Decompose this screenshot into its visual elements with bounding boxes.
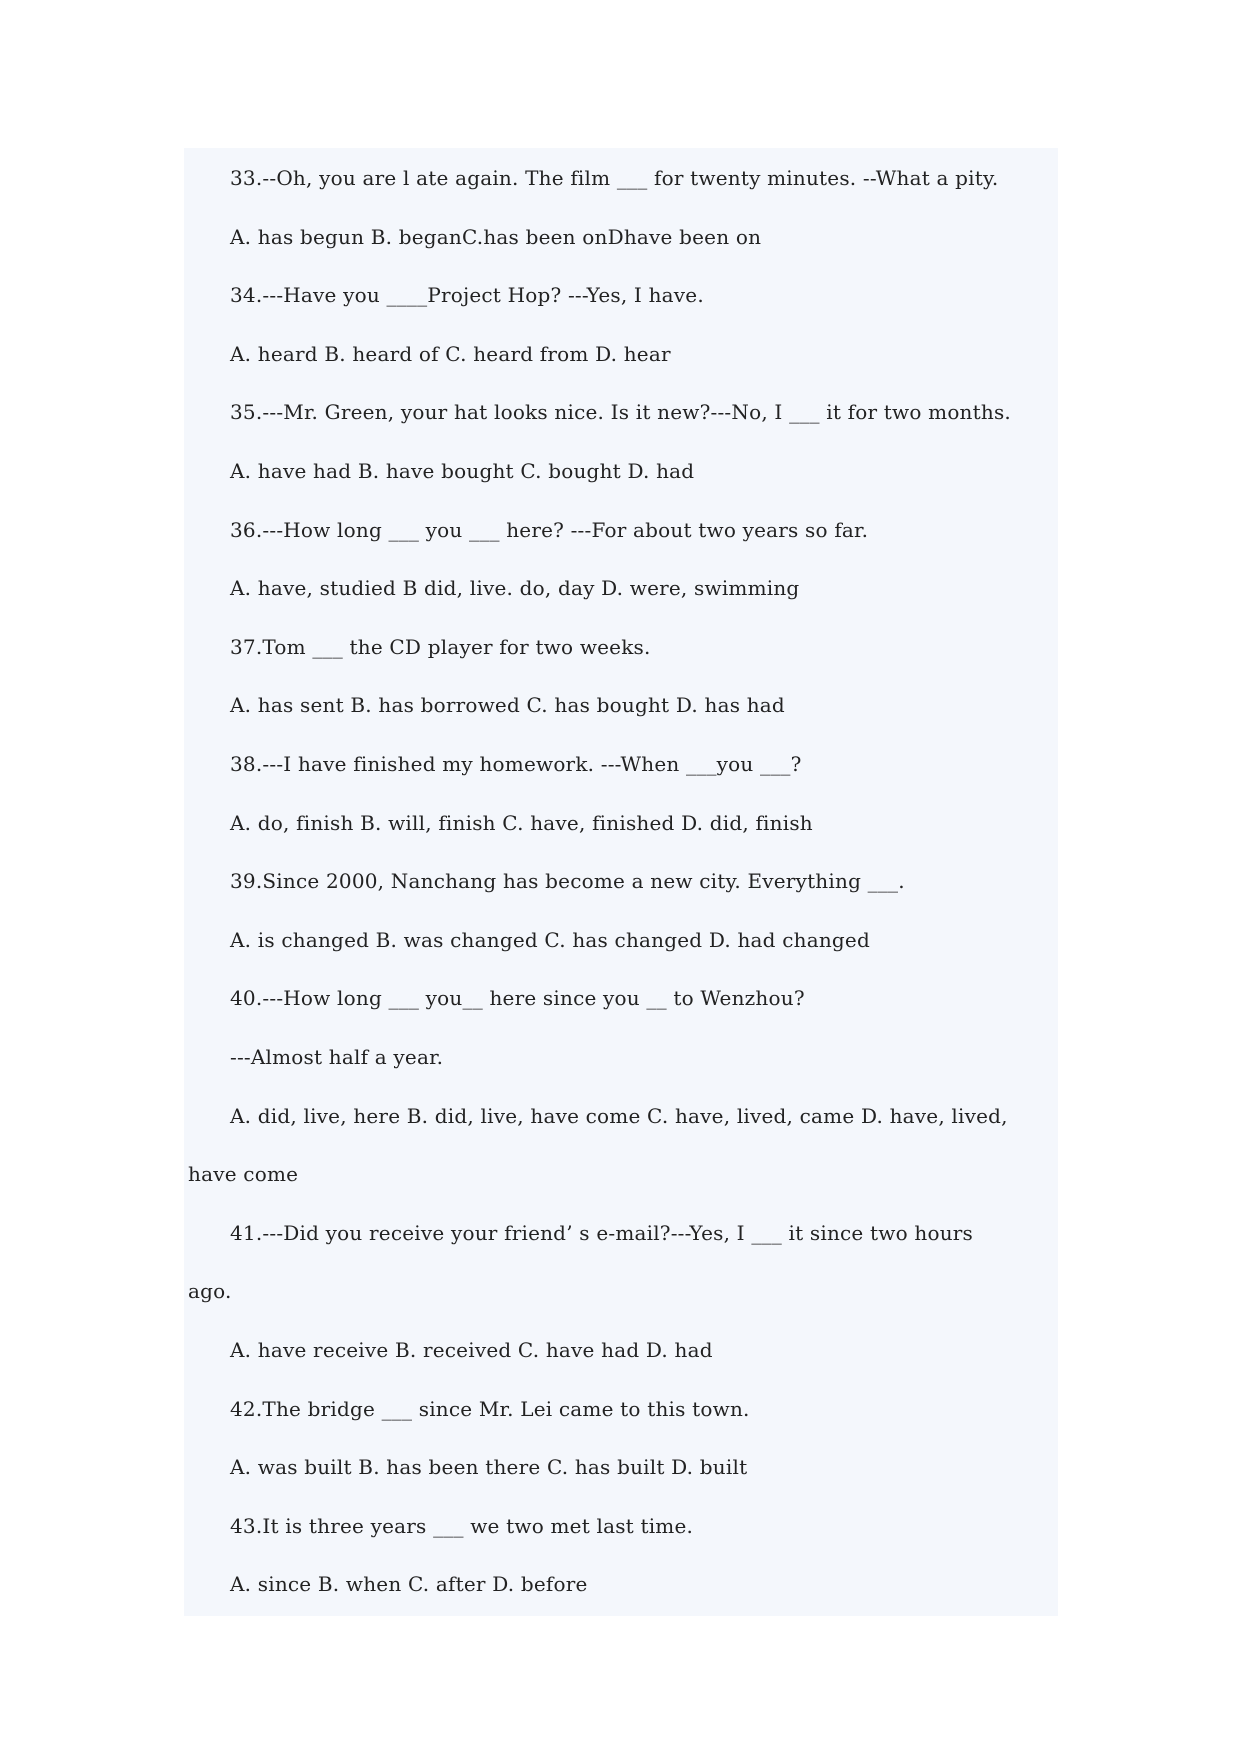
text-line: A. has sent B. has borrowed C. has bought D. has had <box>230 693 785 718</box>
text-line: A. was built B. has been there C. has built D. built <box>230 1455 748 1480</box>
text-line: A. is changed B. was changed C. has changed D. had changed <box>230 927 870 952</box>
text-line: A. since B. when C. after D. before <box>230 1572 588 1597</box>
text-line: A. heard B. heard of C. heard from D. hear <box>230 341 671 366</box>
text-line: 37.Tom ___ the CD player for two weeks. <box>230 634 651 659</box>
text-line: 43.It is three years ___ we two met last time. <box>230 1513 694 1538</box>
text-line: A. have, studied B did, live. do, day D. were, swimming <box>230 576 800 601</box>
text-line: 36.---How long ___ you ___ here? ---For about two years so far. <box>230 517 869 542</box>
text-line: have come <box>188 1162 299 1187</box>
text-line: 41.---Did you receive your friend’ s e-mail?---Yes, I ___ it since two hours <box>230 1220 974 1245</box>
text-line: 42.The bridge ___ since Mr. Lei came to this town. <box>230 1396 750 1421</box>
text-line: A. have receive B. received C. have had D. had <box>230 1338 713 1362</box>
text-line: 34.---Have you ____Project Hop? ---Yes, I have. <box>230 283 704 308</box>
text-line: 35.---Mr. Green, your hat looks nice. Is it new?---No, I ___ it for two months. <box>230 400 1011 425</box>
text-line: A. do, finish B. will, finish C. have, finished D. did, finish <box>230 810 813 835</box>
text-line: A. has begun B. beganC.has been onDhave been on <box>230 224 762 249</box>
text-line: ago. <box>188 1279 232 1304</box>
text-line: A. have had B. have bought C. bought D. had <box>230 459 695 483</box>
text-line: ---Almost half a year. <box>230 1045 444 1069</box>
text-line: 38.---I have finished my homework. ---When ___you ___? <box>230 752 802 776</box>
text-line: 40.---How long ___ you__ here since you __ to Wenzhou? <box>230 986 805 1011</box>
question-lines <box>184 148 1058 1616</box>
text-line: A. did, live, here B. did, live, have come C. have, lived, came D. have, lived, <box>230 1103 1008 1128</box>
text-line: 33.--Oh, you are l ate again. The film ___ for twenty minutes. --What a pity. <box>230 166 999 190</box>
question-panel <box>184 148 1058 1616</box>
text-line: 39.Since 2000, Nanchang has become a new city. Everything ___. <box>230 869 905 894</box>
